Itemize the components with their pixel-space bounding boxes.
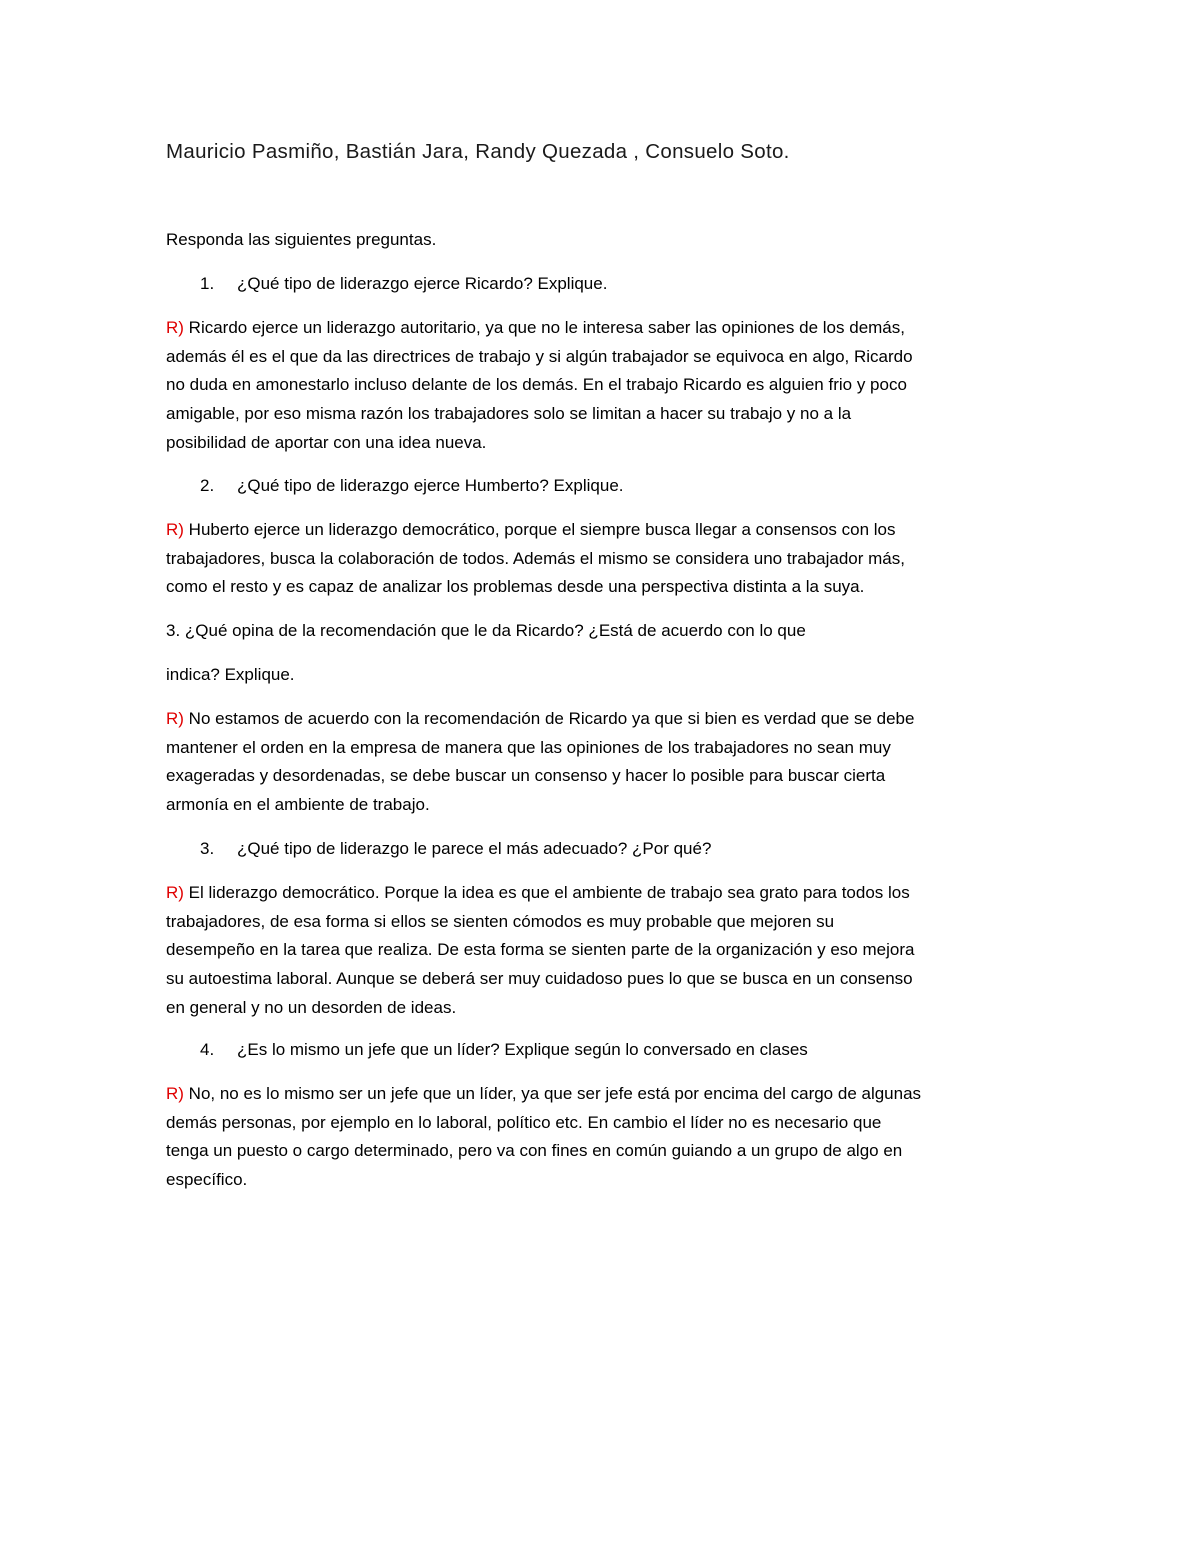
answer-line: amigable, por eso misma razón los trabajadores solo se limitan a hacer su trabajo y no a la xyxy=(166,404,852,424)
answer-line: demás personas, por ejemplo en lo laboral, político etc. En cambio el líder no es necesario que xyxy=(166,1112,882,1132)
answer-prefix: R) xyxy=(166,1084,184,1103)
answer-4 xyxy=(166,879,914,1023)
answer-line: No, no es lo mismo ser un jefe que un líder, ya que ser jefe está por encima del cargo de algunas xyxy=(183,1084,922,1103)
answer-prefix: R) xyxy=(166,709,184,728)
answer-line: no duda en amonestarlo incluso delante de los demás. En el trabajo Ricardo es alguien frio y poco xyxy=(166,375,907,395)
answer-3 xyxy=(166,705,914,820)
answer-line: como el resto y es capaz de analizar los problemas desde una perspectiva distinta a la suya. xyxy=(166,577,865,597)
question-text: ¿Qué tipo de liderazgo ejerce Humberto? Explique. xyxy=(237,476,624,495)
answer-line: No estamos de acuerdo con la recomendación de Ricardo ya que si bien es verdad que se debe xyxy=(183,709,915,728)
answer-prefix: R) xyxy=(166,883,184,902)
answer-line: posibilidad de aportar con una idea nueva. xyxy=(166,432,487,452)
answer-line: tenga un puesto o cargo determinado, pero va con fines en común guiando a un grupo de algo en xyxy=(166,1141,903,1161)
question-number: 2. xyxy=(200,476,215,495)
answer-2 xyxy=(166,516,905,602)
question-text: ¿Es lo mismo un jefe que un líder? Explique según lo conversado en clases xyxy=(237,1040,808,1059)
question-number: 1. xyxy=(200,274,215,293)
question-text: ¿Qué tipo de liderazgo le parece el más adecuado? ¿Por qué? xyxy=(237,839,712,858)
answer-line: desempeño en la tarea que realiza. De esta forma se sienten parte de la organización y eso mejora xyxy=(166,940,915,960)
answer-line: trabajadores, de esa forma si ellos se sienten cómodos es muy probable que mejoren su xyxy=(166,911,835,931)
answer-prefix: R) xyxy=(166,318,184,337)
answer-5 xyxy=(166,1080,921,1195)
question-number: 4. xyxy=(200,1040,215,1059)
document-title: Mauricio Pasmiño, Bastián Jara, Randy Quezada , Consuelo Soto. xyxy=(166,140,790,163)
intro-text: Responda las siguientes preguntas. xyxy=(166,230,437,249)
answer-prefix: R) xyxy=(166,520,184,539)
answer-line: en general y no un desorden de ideas. xyxy=(166,997,457,1017)
answer-line: exageradas y desordenadas, se debe buscar un consenso y hacer lo posible para buscar cierta xyxy=(166,766,886,786)
answer-line: mantener el orden en la empresa de manera que las opiniones de los trabajadores no sean muy xyxy=(166,737,891,757)
answer-1 xyxy=(166,314,913,458)
answer-line: Ricardo ejerce un liderazgo autoritario, ya que no le interesa saber las opiniones de los demás, xyxy=(183,318,905,337)
answer-line: su autoestima laboral. Aunque se deberá ser muy cuidadoso pues lo que se busca en un consenso xyxy=(166,969,913,989)
answer-line: específico. xyxy=(166,1170,248,1190)
answer-line: además él es el que da las directrices de trabajo y si algún trabajador se equivoca en algo, Ricardo xyxy=(166,346,913,366)
answer-line: Huberto ejerce un liderazgo democrático, porque el siempre busca llegar a consensos con los xyxy=(183,520,896,539)
answer-line: armonía en el ambiente de trabajo. xyxy=(166,795,430,815)
answer-line: trabajadores, busca la colaboración de todos. Además el mismo se considera uno trabajador más, xyxy=(166,548,905,568)
answer-line: El liderazgo democrático. Porque la idea es que el ambiente de trabajo sea grato para todos los xyxy=(183,883,910,902)
question-number: 3. xyxy=(200,839,215,858)
question-text: ¿Qué tipo de liderazgo ejerce Ricardo? Explique. xyxy=(237,274,608,293)
question-3-line-2: indica? Explique. xyxy=(166,665,295,684)
question-3-line-1: 3. ¿Qué opina de la recomendación que le da Ricardo? ¿Está de acuerdo con lo que xyxy=(166,621,806,640)
